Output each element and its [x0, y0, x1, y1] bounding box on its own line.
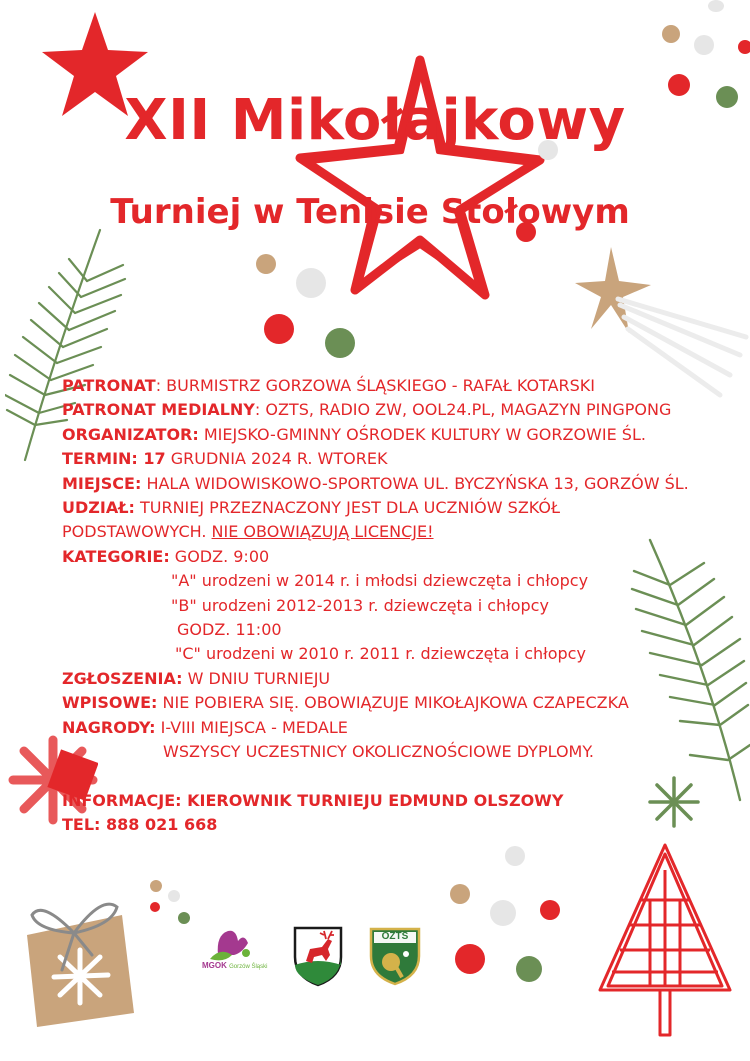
wpisowe-line [62, 691, 722, 715]
udzial-line-2 [62, 520, 722, 544]
christmas-tree-icon [590, 840, 740, 1040]
informacje-line [62, 789, 722, 813]
decor-dot [708, 0, 724, 12]
zgloszenia-line [62, 667, 722, 691]
decor-dot [738, 40, 750, 54]
patronat-medialny-value: : OZTS, RADIO ZW, OOL24.PL, MAGAZYN PINGPONG [254, 400, 672, 420]
wpisowe-value: NIE POBIERA SIĘ. OBOWIĄZUJE MIKOŁAJKOWA CZAPECZKA [157, 693, 629, 713]
mgok-logo-text: MGOK [202, 961, 227, 970]
miejsce-label: MIEJSCE: [62, 473, 142, 493]
nagrody-label: NAGRODY: [62, 717, 156, 737]
kategorie-line [62, 545, 722, 569]
decor-dot [168, 890, 180, 902]
decor-dot [450, 884, 470, 904]
mgok-logo-mark [198, 925, 264, 965]
patronat-line [62, 374, 722, 398]
tel-text: TEL: 888 021 668 [62, 814, 218, 834]
organizator-label: ORGANIZATOR: [62, 424, 199, 444]
udzial-value-2: PODSTAWOWYCH. [62, 522, 212, 542]
decor-dot [178, 912, 190, 924]
page-title: XII Mikołajkowy [124, 88, 626, 153]
info-block [62, 374, 722, 837]
decor-dot [325, 328, 355, 358]
udzial-label: UDZIAŁ: [62, 498, 135, 518]
decor-dot [256, 254, 276, 274]
kategoria-b: "B" urodzeni 2012-2013 r. dziewczęta i chłopcy [171, 595, 549, 615]
decor-dot [150, 880, 162, 892]
kategorie-label: KATEGORIE: [62, 546, 170, 566]
decor-dot [455, 944, 485, 974]
nagrody-value: I-VIII MIEJSCA - MEDALE [155, 717, 348, 737]
mgok-logo [198, 925, 268, 983]
spacer [62, 765, 722, 789]
decor-dot [694, 35, 714, 55]
termin-value: GRUDNIA 2024 R. WTOREK [165, 449, 388, 469]
decor-dot [540, 900, 560, 920]
zgloszenia-label: ZGŁOSZENIA: [62, 668, 183, 688]
kategoria-c: "C" urodzeni w 2010 r. 2011 r. dziewczęta i chłopcy [175, 644, 586, 664]
ozts-logo [368, 926, 422, 986]
udzial-line [62, 496, 722, 520]
gorzow-coat-of-arms-icon [292, 925, 344, 987]
decor-dot [516, 956, 542, 982]
patronat-medialny-line [62, 398, 722, 422]
organizator-line [62, 423, 722, 447]
nagrody-line-2: WSZYSCY UCZESTNICY OKOLICZNOŚCIOWE DYPLOMY. [163, 742, 594, 762]
udzial-value: TURNIEJ PRZEZNACZONY JEST DLA UCZNIÓW SZKÓŁ [134, 498, 560, 518]
mgok-logo-subtext: Gorzów Śląski [229, 964, 268, 970]
zgloszenia-value: W DNIU TURNIEJU [182, 668, 331, 688]
termin-label: TERMIN: 17 [62, 449, 166, 469]
decor-dot [662, 25, 680, 43]
patronat-value: : BURMISTRZ GORZOWA ŚLĄSKIEGO - RAFAŁ KOTARSKI [155, 376, 595, 395]
nagrody-line [62, 716, 722, 740]
wpisowe-label: WPISOWE: [62, 693, 158, 713]
miejsce-line [62, 472, 722, 496]
kategorie-time2: GODZ. 11:00 [177, 620, 282, 640]
organizator-value: MIEJSKO-GMINNY OŚRODEK KULTURY W GORZOWIE ŚL. [198, 424, 646, 444]
informacje-text: INFORMACJE: KIEROWNIK TURNIEJU EDMUND OLSZOWY [62, 790, 564, 810]
decor-dot [505, 846, 525, 866]
kategoria-a: "A" urodzeni w 2014 r. i młodsi dziewczęta i chłopcy [171, 571, 589, 591]
miejsce-value: HALA WIDOWISKOWO-SPORTOWA UL. BYCZYŃSKA 13, GORZÓW ŚL. [141, 473, 689, 493]
decor-dot [296, 268, 326, 298]
patronat-label: PATRONAT [62, 376, 156, 395]
tel-line [62, 813, 722, 837]
decor-dot [150, 902, 160, 912]
ozts-logo-text: OZTS [381, 931, 409, 942]
page-subtitle: Turniej w Tenisie Stołowym [110, 192, 630, 232]
decor-dot [264, 314, 294, 344]
decor-dot [490, 900, 516, 926]
gift-icon [22, 895, 137, 1030]
termin-line [62, 447, 722, 471]
patronat-medialny-label: PATRONAT MEDIALNY [62, 400, 255, 420]
licencje-note: NIE OBOWIĄZUJĄ LICENCJE! [211, 522, 434, 542]
kategorie-time1: GODZ. 9:00 [169, 546, 270, 566]
